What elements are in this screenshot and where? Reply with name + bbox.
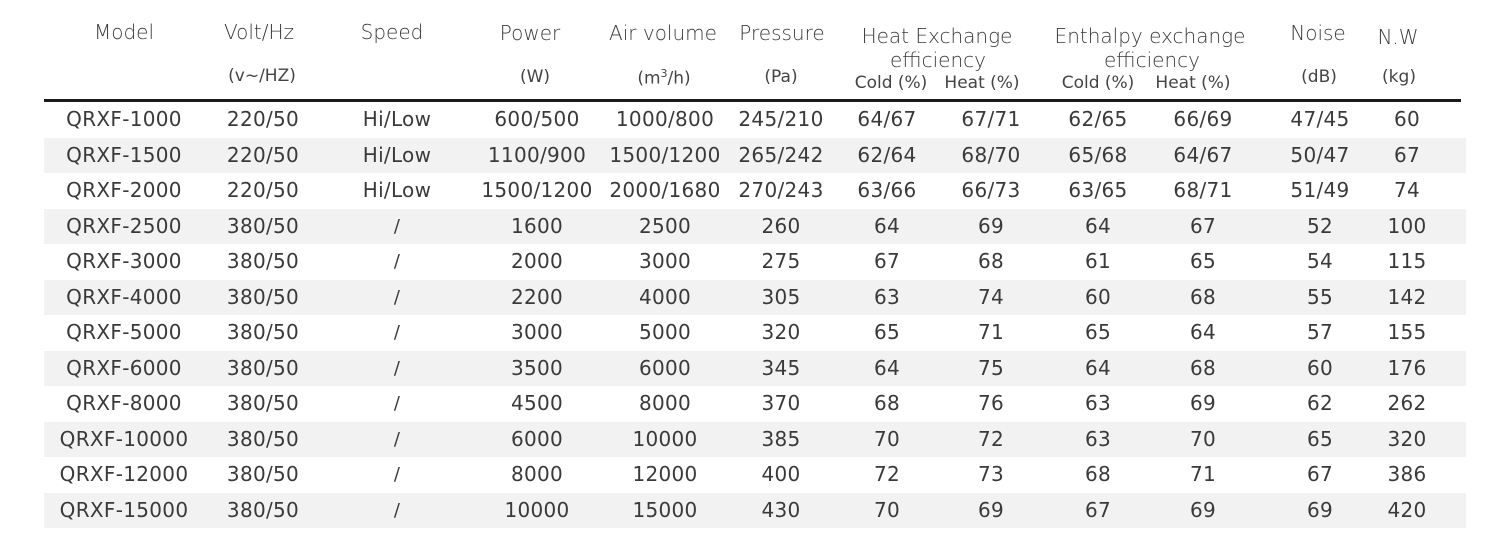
cell-volt: 380/50 bbox=[226, 462, 300, 486]
cell-pressure: 275 bbox=[761, 249, 801, 273]
cell-en-cold: 63 bbox=[1084, 426, 1112, 451]
cell-hx-cold: 64 bbox=[873, 355, 901, 380]
cell-nw: 176 bbox=[1387, 355, 1427, 380]
table-row bbox=[44, 280, 1466, 316]
cell-air: 1500/1200 bbox=[609, 142, 721, 167]
cell-en-cold: 64 bbox=[1084, 213, 1112, 238]
table-row bbox=[44, 102, 1466, 138]
cell-model: QRXF-5000 bbox=[66, 320, 182, 344]
cell-hx-cold: 67 bbox=[873, 249, 901, 273]
cell-en-heat: 68 bbox=[1189, 284, 1217, 309]
cell-noise: 51/49 bbox=[1290, 178, 1350, 202]
cell-en-cold: 63 bbox=[1084, 391, 1112, 415]
cell-noise: 60 bbox=[1306, 355, 1334, 380]
cell-air: 8000 bbox=[638, 391, 692, 415]
cell-noise: 67 bbox=[1306, 462, 1334, 486]
cell-power: 3500 bbox=[510, 355, 564, 380]
header-heat-exchange-line1: Heat Exchange bbox=[861, 24, 1013, 48]
cell-noise: 47/45 bbox=[1290, 107, 1350, 131]
unit-nw: (kg) bbox=[1382, 67, 1416, 87]
cell-air: 10000 bbox=[632, 426, 698, 451]
unit-pressure: (Pa) bbox=[764, 67, 798, 87]
cell-speed: Hi/Low bbox=[362, 142, 432, 167]
cell-power: 8000 bbox=[510, 462, 564, 486]
header-power: Power bbox=[499, 21, 561, 45]
cell-pressure: 270/243 bbox=[738, 178, 824, 202]
cell-en-heat: 64 bbox=[1189, 320, 1217, 344]
cell-en-heat: 69 bbox=[1189, 391, 1217, 415]
cell-pressure: 305 bbox=[761, 284, 801, 309]
header-heat-exchange-line2: efficiency bbox=[889, 48, 987, 72]
cell-hx-heat: 69 bbox=[977, 497, 1005, 522]
cell-hx-cold: 63 bbox=[873, 284, 901, 309]
cell-volt: 380/50 bbox=[226, 426, 300, 451]
cell-power: 10000 bbox=[504, 497, 570, 522]
cell-nw: 142 bbox=[1387, 284, 1427, 309]
cell-hx-cold: 68 bbox=[873, 391, 901, 415]
cell-pressure: 260 bbox=[761, 213, 801, 238]
cell-en-heat: 68/71 bbox=[1173, 178, 1233, 202]
cell-nw: 420 bbox=[1387, 497, 1427, 522]
header-air-volume: Air volume bbox=[609, 21, 717, 45]
table-row bbox=[44, 422, 1466, 458]
cell-nw: 115 bbox=[1387, 249, 1427, 273]
cell-model: QRXF-12000 bbox=[59, 462, 189, 486]
cell-en-cold: 64 bbox=[1084, 355, 1112, 380]
table-row bbox=[44, 351, 1466, 387]
cell-volt: 380/50 bbox=[226, 355, 300, 380]
table-row bbox=[44, 386, 1466, 422]
cell-speed: / bbox=[393, 464, 401, 485]
cell-noise: 52 bbox=[1306, 213, 1334, 238]
table-row bbox=[44, 138, 1466, 174]
cell-model: QRXF-2500 bbox=[66, 213, 182, 238]
cell-pressure: 370 bbox=[761, 391, 801, 415]
cell-noise: 55 bbox=[1306, 284, 1334, 309]
cell-speed: Hi/Low bbox=[362, 107, 432, 131]
cell-model: QRXF-3000 bbox=[66, 249, 182, 273]
cell-speed: / bbox=[393, 286, 401, 308]
cell-pressure: 245/210 bbox=[738, 107, 824, 131]
unit-noise: (dB) bbox=[1301, 67, 1337, 87]
header-volt: Volt/Hz bbox=[223, 20, 295, 44]
header-nw: N.W bbox=[1377, 25, 1419, 49]
cell-air: 2500 bbox=[638, 213, 692, 238]
unit-volt: (v~/HZ) bbox=[228, 66, 296, 86]
cell-en-heat: 71 bbox=[1189, 462, 1217, 486]
cell-hx-heat: 68 bbox=[977, 249, 1005, 273]
cell-nw: 67 bbox=[1393, 142, 1421, 167]
cell-air: 4000 bbox=[638, 284, 692, 309]
cell-speed: / bbox=[393, 215, 401, 237]
cell-en-heat: 70 bbox=[1189, 426, 1217, 451]
header-speed: Speed bbox=[360, 20, 424, 44]
cell-pressure: 385 bbox=[761, 426, 801, 451]
header-pressure: Pressure bbox=[739, 21, 825, 45]
cell-nw: 386 bbox=[1387, 462, 1427, 486]
header-model: Model bbox=[93, 20, 155, 44]
cell-hx-heat: 72 bbox=[977, 426, 1005, 451]
cell-nw: 320 bbox=[1387, 426, 1427, 451]
cell-pressure: 265/242 bbox=[738, 142, 824, 167]
cell-volt: 220/50 bbox=[226, 178, 300, 202]
cell-noise: 50/47 bbox=[1290, 142, 1350, 167]
cell-hx-cold: 62/64 bbox=[857, 142, 917, 167]
cell-model: QRXF-1500 bbox=[66, 142, 182, 167]
cell-volt: 220/50 bbox=[226, 107, 300, 131]
cell-en-cold: 65/68 bbox=[1068, 142, 1128, 167]
cell-power: 1600 bbox=[510, 213, 564, 238]
cell-nw: 60 bbox=[1393, 107, 1421, 131]
cell-hx-heat: 69 bbox=[977, 213, 1005, 238]
cell-noise: 69 bbox=[1306, 497, 1334, 522]
cell-model: QRXF-10000 bbox=[59, 426, 189, 451]
sub-enthalpy-heat: Heat (%) bbox=[1155, 73, 1231, 93]
table-body bbox=[44, 102, 1466, 528]
cell-en-heat: 65 bbox=[1189, 249, 1217, 273]
cell-nw: 100 bbox=[1387, 213, 1427, 238]
cell-speed: / bbox=[393, 251, 401, 272]
cell-en-heat: 68 bbox=[1189, 355, 1217, 380]
cell-nw: 155 bbox=[1387, 320, 1427, 344]
cell-air: 1000/800 bbox=[615, 107, 715, 131]
cell-speed: / bbox=[393, 499, 401, 521]
sub-heat-exchange-heat: Heat (%) bbox=[944, 73, 1020, 93]
cell-power: 2200 bbox=[510, 284, 564, 309]
cell-nw: 74 bbox=[1393, 178, 1421, 202]
cell-speed: / bbox=[393, 428, 401, 450]
cell-pressure: 400 bbox=[761, 462, 801, 486]
table-row bbox=[44, 457, 1466, 493]
cell-volt: 380/50 bbox=[226, 391, 300, 415]
cell-volt: 380/50 bbox=[226, 249, 300, 273]
cell-en-cold: 61 bbox=[1084, 249, 1112, 273]
cell-nw: 262 bbox=[1387, 391, 1427, 415]
cell-air: 2000/1680 bbox=[609, 178, 721, 202]
cell-en-heat: 67 bbox=[1189, 213, 1217, 238]
unit-power: (W) bbox=[519, 67, 551, 87]
cell-power: 6000 bbox=[510, 426, 564, 451]
cell-hx-cold: 63/66 bbox=[857, 178, 917, 202]
cell-hx-heat: 71 bbox=[977, 320, 1005, 344]
cell-hx-cold: 72 bbox=[873, 462, 901, 486]
cell-volt: 380/50 bbox=[226, 320, 300, 344]
cell-hx-cold: 70 bbox=[873, 426, 901, 451]
cell-volt: 380/50 bbox=[226, 497, 300, 522]
table-row bbox=[44, 244, 1466, 280]
sub-heat-exchange-cold: Cold (%) bbox=[854, 73, 928, 93]
cell-power: 600/500 bbox=[494, 107, 580, 131]
table-row bbox=[44, 173, 1466, 209]
cell-en-heat: 64/67 bbox=[1173, 142, 1233, 167]
cell-model: QRXF-4000 bbox=[66, 284, 182, 309]
cell-en-heat: 66/69 bbox=[1173, 107, 1233, 131]
cell-air: 15000 bbox=[632, 497, 698, 522]
cell-noise: 62 bbox=[1306, 391, 1334, 415]
cell-hx-heat: 67/71 bbox=[961, 107, 1021, 131]
table-row bbox=[44, 315, 1466, 351]
sub-enthalpy-cold: Cold (%) bbox=[1061, 73, 1135, 93]
cell-en-cold: 60 bbox=[1084, 284, 1112, 309]
cell-en-cold: 63/65 bbox=[1068, 178, 1128, 202]
cell-en-cold: 65 bbox=[1084, 320, 1112, 344]
cell-model: QRXF-2000 bbox=[66, 178, 182, 202]
cell-model: QRXF-6000 bbox=[66, 355, 182, 380]
cell-air: 12000 bbox=[632, 462, 698, 486]
cell-volt: 380/50 bbox=[226, 213, 300, 238]
cell-en-cold: 68 bbox=[1084, 462, 1112, 486]
table-row bbox=[44, 493, 1466, 529]
cell-en-heat: 69 bbox=[1189, 497, 1217, 522]
cell-pressure: 430 bbox=[761, 497, 801, 522]
cell-hx-cold: 64/67 bbox=[857, 107, 917, 131]
cell-hx-cold: 64 bbox=[873, 213, 901, 238]
cell-model: QRXF-8000 bbox=[66, 391, 182, 415]
header-enthalpy-line1: Enthalpy exchange bbox=[1054, 24, 1246, 48]
cell-speed: / bbox=[393, 322, 401, 343]
cell-power: 3000 bbox=[510, 320, 564, 344]
cell-power: 1500/1200 bbox=[481, 178, 593, 202]
cell-hx-cold: 65 bbox=[873, 320, 901, 344]
cell-air: 5000 bbox=[638, 320, 692, 344]
cell-model: QRXF-15000 bbox=[59, 497, 189, 522]
cell-volt: 380/50 bbox=[226, 284, 300, 309]
cell-pressure: 320 bbox=[761, 320, 801, 344]
cell-hx-heat: 76 bbox=[977, 391, 1005, 415]
cell-hx-heat: 73 bbox=[977, 462, 1005, 486]
cell-hx-heat: 74 bbox=[977, 284, 1005, 309]
unit-air-volume: $(m^3/h)$ bbox=[637, 67, 691, 89]
cell-en-cold: 62/65 bbox=[1068, 107, 1128, 131]
cell-noise: 57 bbox=[1306, 320, 1334, 344]
cell-speed: / bbox=[393, 357, 401, 379]
cell-power: 2000 bbox=[510, 249, 564, 273]
table-row bbox=[44, 209, 1466, 245]
cell-volt: 220/50 bbox=[226, 142, 300, 167]
cell-hx-heat: 75 bbox=[977, 355, 1005, 380]
cell-power: 1100/900 bbox=[487, 142, 587, 167]
cell-speed: Hi/Low bbox=[362, 178, 432, 202]
cell-speed: / bbox=[393, 393, 401, 414]
cell-noise: 65 bbox=[1306, 426, 1334, 451]
cell-air: 6000 bbox=[638, 355, 692, 380]
header-noise: Noise bbox=[1290, 21, 1346, 45]
cell-hx-cold: 70 bbox=[873, 497, 901, 522]
cell-noise: 54 bbox=[1306, 249, 1334, 273]
cell-hx-heat: 68/70 bbox=[961, 142, 1021, 167]
cell-air: 3000 bbox=[638, 249, 692, 273]
cell-hx-heat: 66/73 bbox=[961, 178, 1021, 202]
cell-power: 4500 bbox=[510, 391, 564, 415]
cell-pressure: 345 bbox=[761, 355, 801, 380]
cell-en-cold: 67 bbox=[1084, 497, 1112, 522]
header-enthalpy-line2: efficiency bbox=[1103, 48, 1201, 72]
cell-model: QRXF-1000 bbox=[66, 107, 182, 131]
